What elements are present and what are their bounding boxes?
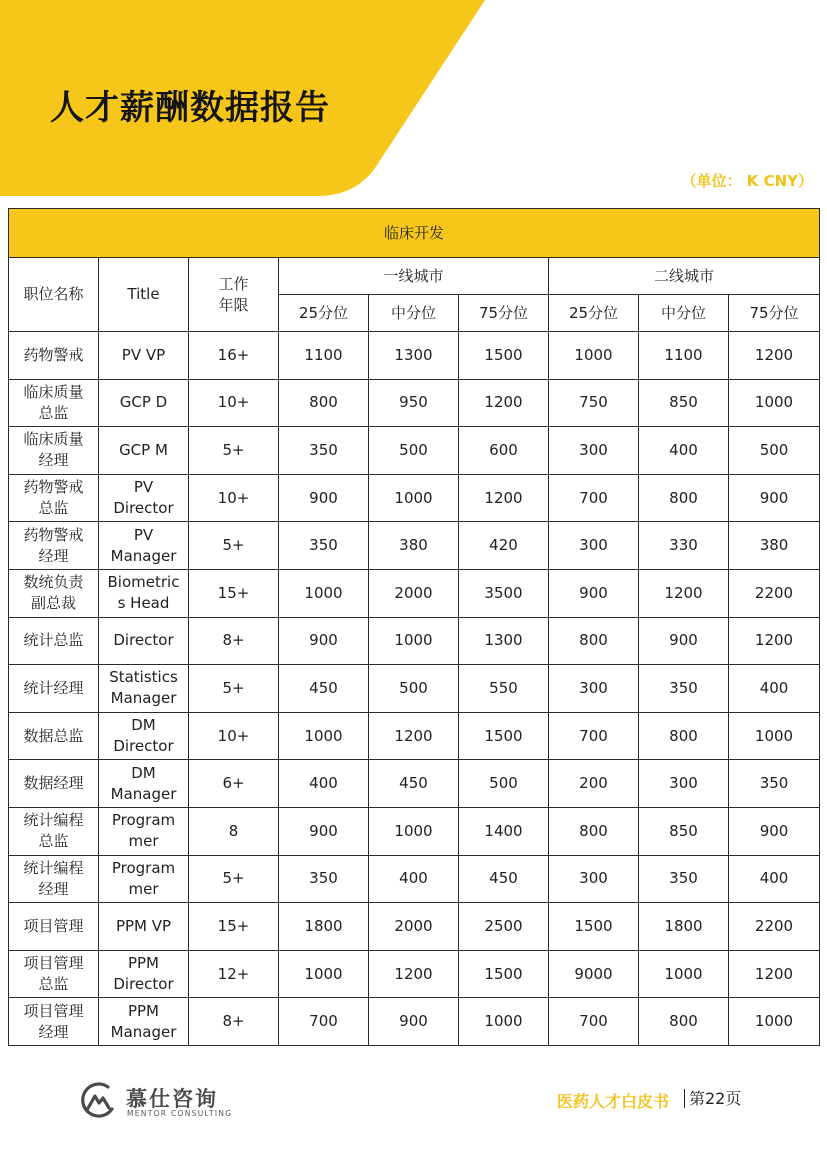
cell-tier1-p75: 500 (459, 760, 549, 808)
cell-tier2-p75: 1000 (729, 998, 820, 1046)
cell-years: 15+ (189, 569, 279, 617)
cell-tier2-p25: 800 (549, 617, 639, 665)
cell-tier2-p75: 1200 (729, 617, 820, 665)
cell-position: 数据经理 (9, 760, 99, 808)
cell-tier2-median: 1000 (639, 950, 729, 998)
page-number: 第22页 (684, 1089, 741, 1108)
cell-tier1-median: 1200 (369, 712, 459, 760)
table-row (9, 998, 820, 1046)
cell-title: PPM Manager (99, 998, 189, 1046)
cell-years: 5+ (189, 855, 279, 903)
cell-tier2-p25: 800 (549, 807, 639, 855)
cell-tier1-p25: 350 (279, 855, 369, 903)
cell-tier2-median: 400 (639, 427, 729, 475)
cell-title: Program mer (99, 807, 189, 855)
table-body (9, 332, 820, 1046)
cell-title: Biometric s Head (99, 569, 189, 617)
cell-tier1-p75: 1000 (459, 998, 549, 1046)
cell-tier1-p25: 800 (279, 379, 369, 427)
logo-text-cn: 慕仕咨询 (126, 1087, 218, 1111)
cell-tier1-p75: 2500 (459, 903, 549, 951)
cell-tier1-median: 400 (369, 855, 459, 903)
cell-tier1-p75: 1500 (459, 332, 549, 380)
cell-tier2-p25: 1000 (549, 332, 639, 380)
cell-title: PPM Director (99, 950, 189, 998)
table-row (9, 760, 820, 808)
cell-tier1-p25: 450 (279, 665, 369, 713)
cell-title: PV VP (99, 332, 189, 380)
cell-tier1-p25: 700 (279, 998, 369, 1046)
cell-years: 10+ (189, 712, 279, 760)
cell-tier1-median: 900 (369, 998, 459, 1046)
cell-years: 6+ (189, 760, 279, 808)
cell-tier1-median: 500 (369, 427, 459, 475)
cell-title: GCP D (99, 379, 189, 427)
cell-years: 10+ (189, 474, 279, 522)
cell-tier1-p25: 1800 (279, 903, 369, 951)
cell-tier2-p75: 900 (729, 474, 820, 522)
cell-position: 项目管理 总监 (9, 950, 99, 998)
cell-position: 药物警戒 (9, 332, 99, 380)
cell-tier1-median: 450 (369, 760, 459, 808)
col-tier1-p75: 75分位 (459, 295, 549, 332)
table-row (9, 712, 820, 760)
cell-tier1-p75: 1400 (459, 807, 549, 855)
cell-tier2-p25: 750 (549, 379, 639, 427)
col-tier1-p25: 25分位 (279, 295, 369, 332)
cell-position: 项目管理 经理 (9, 998, 99, 1046)
cell-tier2-median: 900 (639, 617, 729, 665)
cell-years: 5+ (189, 427, 279, 475)
cell-tier1-median: 1000 (369, 807, 459, 855)
cell-tier1-median: 1000 (369, 474, 459, 522)
cell-tier1-p25: 1000 (279, 569, 369, 617)
cell-tier2-median: 800 (639, 998, 729, 1046)
cell-tier2-p25: 300 (549, 522, 639, 570)
cell-tier1-p75: 550 (459, 665, 549, 713)
cell-tier2-p25: 9000 (549, 950, 639, 998)
cell-title: PV Director (99, 474, 189, 522)
footer-whitepaper-title: 医药人才白皮书 (557, 1092, 670, 1111)
cell-tier2-p75: 400 (729, 855, 820, 903)
table-row (9, 522, 820, 570)
cell-tier1-median: 1000 (369, 617, 459, 665)
cell-tier2-p75: 380 (729, 522, 820, 570)
cell-tier1-p75: 1500 (459, 712, 549, 760)
cell-tier2-median: 300 (639, 760, 729, 808)
cell-tier2-p75: 500 (729, 427, 820, 475)
cell-tier1-p25: 1000 (279, 950, 369, 998)
table-row (9, 427, 820, 475)
cell-tier2-p25: 300 (549, 665, 639, 713)
cell-tier1-p75: 1200 (459, 379, 549, 427)
cell-tier2-p25: 200 (549, 760, 639, 808)
cell-tier1-median: 1200 (369, 950, 459, 998)
cell-tier2-p25: 1500 (549, 903, 639, 951)
cell-title: PPM VP (99, 903, 189, 951)
logo-text-en: MENTOR CONSULTING (127, 1109, 233, 1118)
cell-tier1-p75: 420 (459, 522, 549, 570)
cell-tier1-p75: 1300 (459, 617, 549, 665)
cell-tier1-median: 2000 (369, 903, 459, 951)
cell-tier1-p25: 1000 (279, 712, 369, 760)
cell-tier1-p75: 450 (459, 855, 549, 903)
col-tier2: 二线城市 (549, 258, 820, 295)
cell-position: 临床质量 总监 (9, 379, 99, 427)
cell-tier2-median: 850 (639, 807, 729, 855)
cell-tier2-median: 330 (639, 522, 729, 570)
cell-tier2-p75: 350 (729, 760, 820, 808)
cell-position: 统计编程 经理 (9, 855, 99, 903)
cell-position: 统计经理 (9, 665, 99, 713)
table-row (9, 950, 820, 998)
cell-position: 数据总监 (9, 712, 99, 760)
cell-years: 16+ (189, 332, 279, 380)
table-row (9, 332, 820, 380)
unit-label: （单位： K CNY） (681, 172, 813, 190)
col-title: Title (99, 258, 189, 332)
col-years: 工作 年限 (189, 258, 279, 332)
cell-position: 统计总监 (9, 617, 99, 665)
cell-tier2-p25: 300 (549, 855, 639, 903)
cell-tier1-p25: 900 (279, 807, 369, 855)
cell-position: 药物警戒 经理 (9, 522, 99, 570)
cell-tier1-p25: 900 (279, 617, 369, 665)
cell-tier1-p25: 350 (279, 522, 369, 570)
mountain-ring-logo-icon (78, 1080, 118, 1120)
cell-years: 8+ (189, 617, 279, 665)
cell-tier2-median: 1800 (639, 903, 729, 951)
col-tier2-median: 中分位 (639, 295, 729, 332)
table-row (9, 855, 820, 903)
cell-tier2-median: 850 (639, 379, 729, 427)
table-row (9, 807, 820, 855)
table-row (9, 665, 820, 713)
cell-title: GCP M (99, 427, 189, 475)
section-header: 临床开发 (9, 209, 820, 258)
cell-tier2-p75: 1200 (729, 332, 820, 380)
cell-position: 项目管理 (9, 903, 99, 951)
cell-tier2-median: 800 (639, 712, 729, 760)
cell-tier1-median: 380 (369, 522, 459, 570)
cell-position: 药物警戒 总监 (9, 474, 99, 522)
table-row (9, 569, 820, 617)
cell-position: 临床质量 经理 (9, 427, 99, 475)
cell-tier1-median: 950 (369, 379, 459, 427)
col-tier1: 一线城市 (279, 258, 549, 295)
cell-tier1-p25: 350 (279, 427, 369, 475)
cell-tier2-p25: 900 (549, 569, 639, 617)
table-row (9, 903, 820, 951)
cell-title: Statistics Manager (99, 665, 189, 713)
cell-tier1-p25: 400 (279, 760, 369, 808)
col-position: 职位名称 (9, 258, 99, 332)
cell-tier1-p75: 1200 (459, 474, 549, 522)
cell-tier1-median: 1300 (369, 332, 459, 380)
table-row (9, 617, 820, 665)
cell-years: 5+ (189, 665, 279, 713)
cell-tier2-median: 350 (639, 855, 729, 903)
cell-tier1-p75: 1500 (459, 950, 549, 998)
cell-title: DM Manager (99, 760, 189, 808)
cell-tier1-p75: 3500 (459, 569, 549, 617)
cell-tier2-p25: 700 (549, 712, 639, 760)
cell-tier1-median: 2000 (369, 569, 459, 617)
cell-title: DM Director (99, 712, 189, 760)
cell-years: 10+ (189, 379, 279, 427)
cell-title: PV Manager (99, 522, 189, 570)
cell-years: 8 (189, 807, 279, 855)
col-tier1-median: 中分位 (369, 295, 459, 332)
cell-tier2-median: 800 (639, 474, 729, 522)
cell-position: 统计编程 总监 (9, 807, 99, 855)
table-row (9, 379, 820, 427)
col-tier2-p25: 25分位 (549, 295, 639, 332)
cell-tier1-p75: 600 (459, 427, 549, 475)
cell-tier2-median: 1100 (639, 332, 729, 380)
cell-tier2-p75: 1000 (729, 712, 820, 760)
footer (0, 1075, 827, 1135)
cell-tier2-p25: 700 (549, 998, 639, 1046)
cell-tier2-p75: 2200 (729, 569, 820, 617)
cell-tier2-median: 350 (639, 665, 729, 713)
cell-tier2-median: 1200 (639, 569, 729, 617)
table-row (9, 474, 820, 522)
cell-tier1-p25: 900 (279, 474, 369, 522)
page-title: 人才薪酬数据报告 (50, 88, 330, 128)
cell-title: Director (99, 617, 189, 665)
cell-tier2-p75: 1000 (729, 379, 820, 427)
cell-years: 8+ (189, 998, 279, 1046)
col-tier2-p75: 75分位 (729, 295, 820, 332)
cell-years: 5+ (189, 522, 279, 570)
cell-tier2-p75: 900 (729, 807, 820, 855)
salary-table (8, 208, 820, 1046)
cell-years: 15+ (189, 903, 279, 951)
cell-title: Program mer (99, 855, 189, 903)
cell-position: 数统负责 副总裁 (9, 569, 99, 617)
cell-tier2-p75: 400 (729, 665, 820, 713)
cell-tier2-p75: 1200 (729, 950, 820, 998)
cell-tier1-p25: 1100 (279, 332, 369, 380)
cell-years: 12+ (189, 950, 279, 998)
cell-tier1-median: 500 (369, 665, 459, 713)
cell-tier2-p75: 2200 (729, 903, 820, 951)
cell-tier2-p25: 700 (549, 474, 639, 522)
cell-tier2-p25: 300 (549, 427, 639, 475)
